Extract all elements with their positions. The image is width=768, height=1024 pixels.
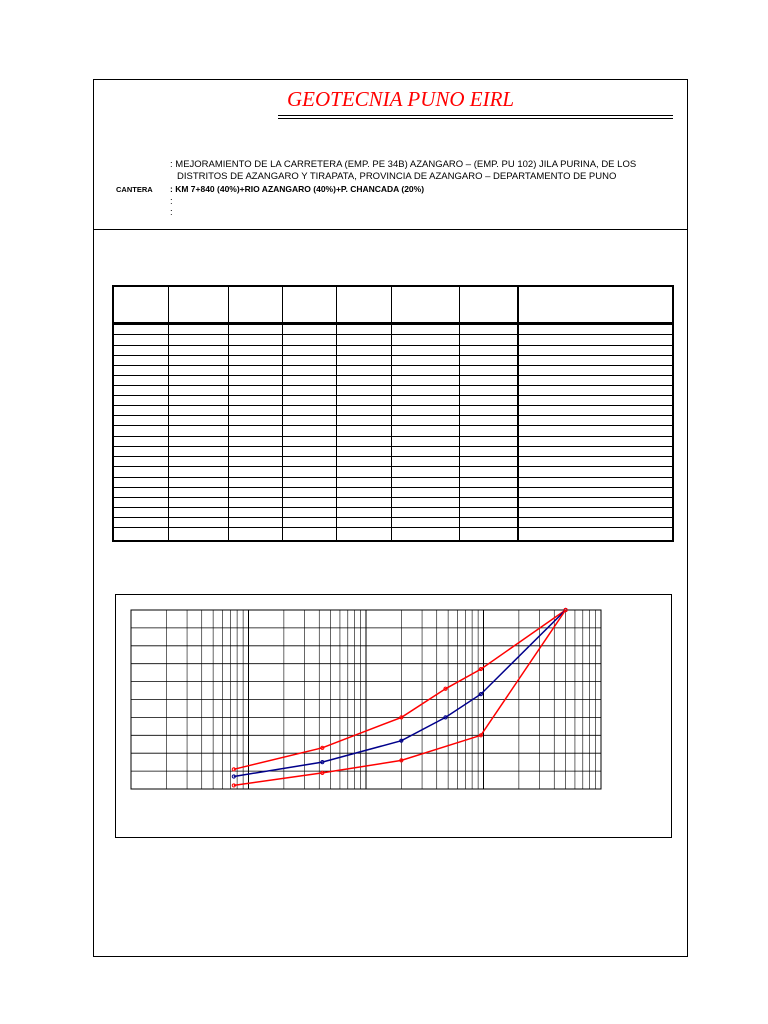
cantera-value: : KM 7+840 (40%)+RIO AZANGARO (40%)+P. CHANCADA (20%) <box>170 184 425 194</box>
project-line-1: : MEJORAMIENTO DE LA CARRETERA (EMP. PE 34B) AZANGARO – (EMP. PU 102) JILA PURINA, DE LOS <box>170 159 637 170</box>
blank-field-1: : <box>170 196 173 207</box>
cantera-label: CANTERA <box>116 185 153 194</box>
company-title: GEOTECNIA PUNO EIRL <box>287 87 515 111</box>
blank-field-2: : <box>170 207 173 218</box>
project-line-2: DISTRITOS DE AZANGARO Y TIRAPATA, PROVINCIA DE AZANGARO – DEPARTAMENTO DE PUNO <box>177 171 617 182</box>
